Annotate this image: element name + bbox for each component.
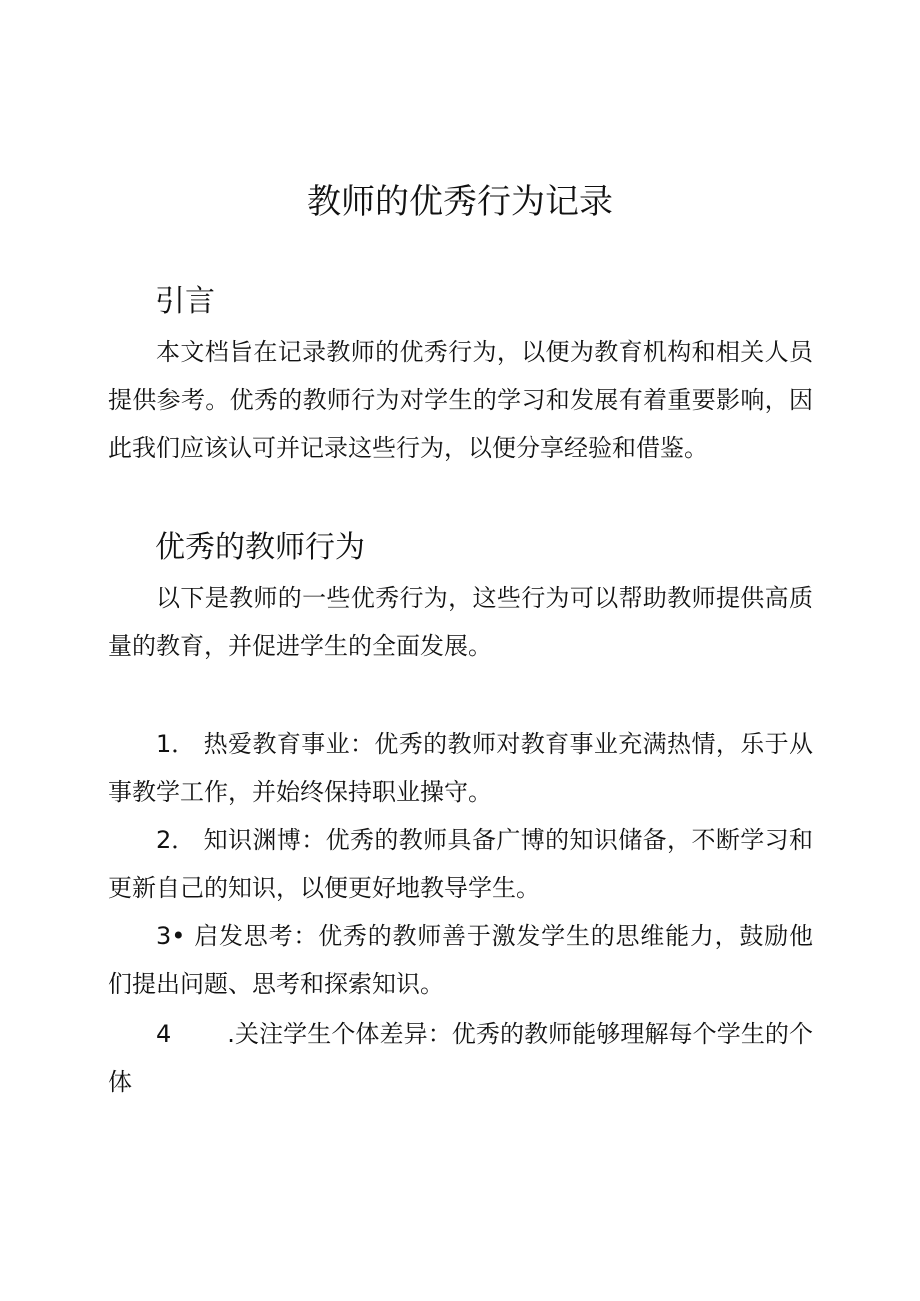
list-item-2	[108, 816, 813, 912]
document-title: 教师的优秀行为记录	[307, 182, 613, 222]
intro-paragraph: 本文档旨在记录教师的优秀行为，以便为教育机构和相关人员提供参考。优秀的教师行为对学生的学习和发展有着重要影响，因此我们应该认可并记录这些行为，以便分享经验和借鉴。	[108, 338, 813, 462]
list-item-number: 1．	[156, 730, 196, 758]
list-item-number: 3•	[156, 922, 186, 950]
list-item-text: .关注学生个体差异：优秀的教师能够理解每个学生的个体	[108, 1020, 813, 1096]
list-item-number: 2．	[156, 826, 196, 854]
section-heading-intro: 引言	[155, 284, 215, 319]
list-item-3	[108, 912, 813, 1008]
list-item-1	[108, 720, 813, 816]
list-item-text: 知识渊博：优秀的教师具备广博的知识储备，不断学习和更新自己的知识，以便更好地教导学生。	[108, 826, 813, 902]
section-heading-behaviors: 优秀的教师行为	[155, 530, 365, 565]
list-item-number: 4	[156, 1020, 172, 1048]
list-item-4	[108, 1010, 813, 1106]
list-item-text: 启发思考：优秀的教师善于激发学生的思维能力，鼓励他们提出问题、思考和探索知识。	[108, 922, 813, 998]
behaviors-paragraph: 以下是教师的一些优秀行为，这些行为可以帮助教师提供高质量的教育，并促进学生的全面发展。	[108, 584, 813, 660]
list-item-text: 热爱教育事业：优秀的教师对教育事业充满热情，乐于从事教学工作，并始终保持职业操守。	[108, 730, 813, 806]
